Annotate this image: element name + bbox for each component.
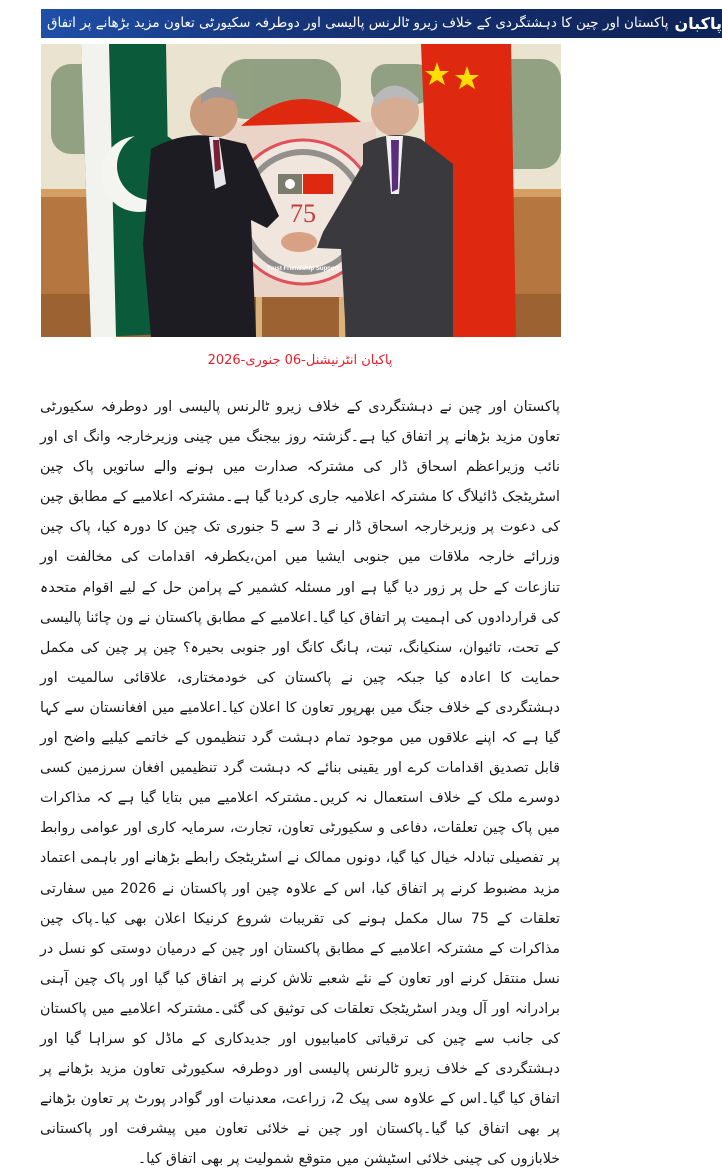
headline: پاکستان اور چین کا دہشتگردی کے خلاف زیرو ٹالرنس پالیسی اور دوطرفہ سکیورٹی تعاون مزید بڑھانے پر اتفاق <box>41 9 674 38</box>
article-body: پاکستان اور چین نے دہشتگردی کے خلاف زیرو ٹالرنس پالیسی اور دوطرفہ سکیورٹی تعاون مزید بڑھانے پر اتفاق کیا ہے۔گزشتہ روز بیجنگ میں چینی وزیرخارجہ وانگ ای اور نائب وزیراعظم اسحاق ڈار کی مشترکہ صدارت میں ہونے والے ساتویں پاک چین اسٹریٹجک ڈائیلاگ کا مشترکہ اعلامیہ جاری کردیا گیا ہے۔مشترکہ اعلامیے کے مطابق چین کی دعوت پر وزیرخارجہ اسحاق ڈار نے 3 سے 5 جنوری تک چین کا دورہ کیا، پاک چین وزرائے خارجہ ملاقات میں جنوبی ایشیا میں امن،یکطرفہ اقدامات کی مخالفت اور تنازعات کے حل پر زور دیا گیا ہے اور مسئلہ کشمیر کے پرامن حل کے لیے اقوام متحدہ کی قراردادوں کی اہمیت پر اتفاق کیا گیا۔اعلامیے کے مطابق پاکستان نے ون چائنا پالیسی کے تحت، تائیوان، سنکیانگ، تبت، ہانگ کانگ اور جنوبی بحیرہ؟ چین پر چین کی مکمل حمایت کا اعادہ کیا جبکہ چین نے پاکستان کی خودمختاری، علاقائی سالمیت اور دہشتگردی کے خلاف جنگ میں بھرپور تعاون کا اعلان کیا۔اعلامیے میں افغانستان سے کہا گیا ہے کہ اپنے علاقوں میں موجود تمام دہشت گرد تنظیموں کے خاتمے کیلیے واضح اور قابل تصدیق اقدامات کرے اور یقینی بنائے کہ دہشت گرد تنظیمیں افغان سرزمین کسی دوسرے ملک کے خلاف استعمال نہ کریں۔مشترکہ اعلامیے میں بتایا گیا ہے کہ مذاکرات میں پاک چین تعلقات، دفاعی و سکیورٹی تعاون، تجارت، سرمایہ کاری اور عوامی روابط پر تفصیلی تبادلہ خیال کیا گیا، دونوں ممالک نے اسٹریٹجک رابطے بڑھانے اور باہمی اعتماد مزید مضبوط کرنے پر اتفاق کیا، اس کے علاوہ چین اور پاکستان نے 2026 میں سفارتی تعلقات کے 75 سال مکمل ہونے کی تقریبات شروع کرنیکا اعلان بھی کیا۔پاک چین مذاکرات کے مشترکہ اعلامیے کے مطابق پاکستان اور چین کے درمیان دوستی کو نسل در نسل منتقل کرنے اور تعاون کے نئے شعبے تلاش کرنے پر اتفاق کیا گیا اور پاک چین آہنی برادرانہ اور آل ویدر اسٹریٹجک تعلقات کی توثیق کی گئی۔مشترکہ اعلامیے میں پاکستان کی جانب سے چین کی ترقیاتی کامیابیوں اور جدیدکاری کے ماڈل کو سراہا گیا اور دہشتگردی کے خلاف زیرو ٹالرنس پالیسی اور دوطرفہ سکیورٹی تعاون مزید بڑھانے پر اتفاق کیا گیا۔اس کے علاوہ سی پیک 2، زراعت، معدنیات اور گوادر پورٹ پر تعاون بڑھانے پر بھی اتفاق کیا گیا۔پاکستان اور چین نے خلائی تعاون میں پیشرفت اور پاکستانی خلابازوں کی چینی خلائی اسٹیشن میں متوقع شمولیت پر بھی اتفاق کیا۔ <box>40 399 561 1168</box>
emblem-tagline: Trust Friendship Support <box>267 266 339 272</box>
dateline: پاکبان انٹرنیشنل-06 جنوری-2026 <box>207 353 393 368</box>
news-header <box>41 9 722 38</box>
handshake <box>281 232 317 252</box>
news-photo <box>41 44 561 337</box>
emblem-number: 75 <box>290 199 316 228</box>
publication-logo: پاکبان <box>674 9 722 38</box>
